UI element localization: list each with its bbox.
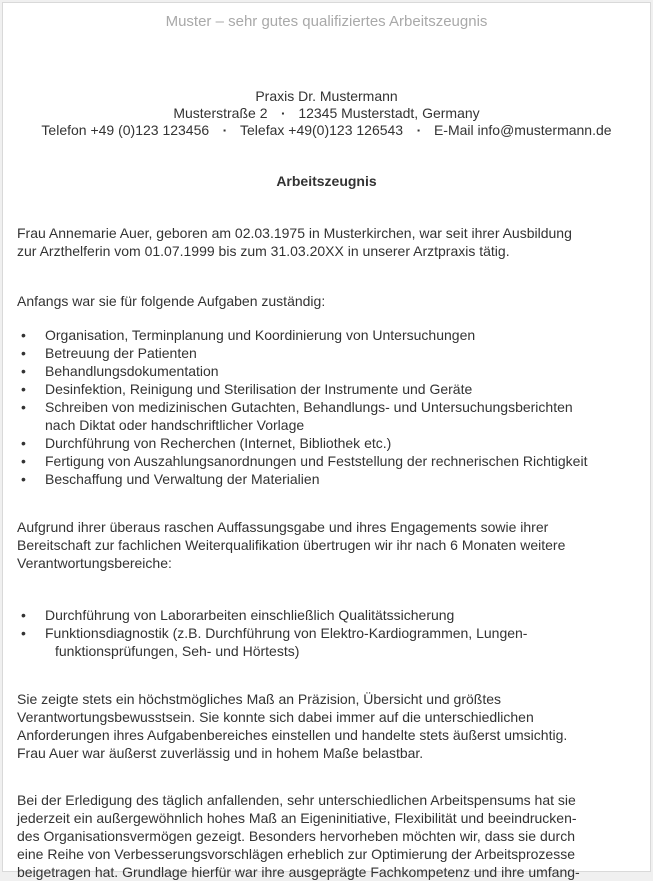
- square-bullet-icon: ▪: [223, 126, 227, 136]
- paragraph-introduction: [17, 224, 636, 260]
- paragraph-initial-duties-lead: Anfangs war sie für folgende Aufgaben zuständig:: [17, 293, 326, 310]
- text-line: • Durchführung von Laborarbeiten einschließlich Qualitätssicherung: [45, 607, 455, 624]
- square-bullet-icon: ▪: [417, 126, 420, 136]
- text-line: zur Arzthelferin vom 01.07.1999 bis zum 31.03.20XX in unserer Arztpraxis tätig.: [17, 243, 510, 260]
- paragraph-additional-duties-lead: [17, 518, 636, 572]
- text-line: • Betreuung der Patienten: [45, 345, 197, 362]
- paragraph-workload: [17, 791, 636, 881]
- text-line: Bei der Erledigung des täglich anfallenden, sehr unterschiedlichen Arbeitspensums hat sie: [17, 792, 576, 809]
- bullet-item: [17, 470, 636, 488]
- letterhead-address-line: [17, 105, 636, 123]
- text-line: nach Diktat oder handschriftlicher Vorlage: [45, 417, 305, 434]
- bullet-item: [17, 344, 636, 362]
- text-line: • Desinfektion, Reinigung und Sterilisation der Instrumente und Geräte: [45, 381, 473, 398]
- text-line: • Behandlungsdokumentation: [45, 363, 219, 380]
- text-line: Verantwortungsbewusstsein. Sie konnte sich dabei immer auf die unterschiedlichen: [17, 709, 534, 726]
- text-line: Frau Auer war äußerst zuverlässig und in hohem Maße belastbar.: [17, 745, 424, 762]
- text-line: Anforderungen ihres Aufgabenbereiches einstellen und handelte stets äußerst umsichtig.: [17, 727, 568, 744]
- bullet-item: [17, 380, 636, 398]
- text-line: Sie zeigte stets ein höchstmögliches Maß an Präzision, Übersicht und größtes: [17, 691, 502, 708]
- letterhead: [17, 88, 636, 140]
- text-line: • Beschaffung und Verwaltung der Materialien: [45, 471, 320, 488]
- bullet-item: [17, 398, 636, 434]
- text-line: Aufgrund ihrer überaus raschen Auffassungsgabe und ihres Engagements sowie ihrer: [17, 519, 549, 536]
- text-line: eine Reihe von Verbesserungsvorschlägen erheblich zur Optimierung der Arbeitsprozesse: [17, 846, 575, 863]
- bullet-item: [17, 606, 636, 624]
- bullet-item: [17, 434, 636, 452]
- document-page: [2, 2, 651, 881]
- practice-name: Praxis Dr. Mustermann: [255, 88, 398, 104]
- square-bullet-icon: ▪: [281, 108, 285, 118]
- text-line: beigetragen hat. Grundlage hierfür war ihre ausgeprägte Fachkompetenz und ihre umfang-: [17, 864, 580, 881]
- phone-number: Telefon +49 (0)123 123456: [41, 122, 210, 139]
- bullet-item: [17, 362, 636, 380]
- bullet-item: [17, 452, 636, 470]
- text-line: funktionsprüfungen, Seh- und Hörtests): [55, 643, 300, 660]
- text-line: Bereitschaft zur fachlichen Weiterqualifikation übertrugen wir ihr nach 6 Monaten weitere: [17, 537, 566, 554]
- text-line: • Fertigung von Auszahlungsanordnungen und Feststellung der rechnerischen Richtigkeit: [45, 453, 588, 470]
- text-line: Frau Annemarie Auer, geboren am 02.03.1975 in Musterkirchen, war seit ihrer Ausbildung: [17, 225, 572, 242]
- document-heading: Arbeitszeugnis: [276, 173, 377, 190]
- text-line: jederzeit ein außergewöhnlich hohes Maß an Eigeninitiative, Flexibilität und beeindrucken-: [17, 810, 577, 827]
- text-line: • Schreiben von medizinischen Gutachten, Behandlungs- und Untersuchungsberichten: [45, 399, 573, 416]
- letterhead-contact-line: [17, 122, 636, 140]
- city-address: 12345 Musterstadt, Germany: [298, 104, 480, 121]
- additional-duties-list: [17, 606, 636, 660]
- fax-number: Telefax +49(0)123 126543: [240, 122, 404, 139]
- initial-duties-list: [17, 326, 636, 488]
- template-title: Muster – sehr gutes qualifiziertes Arbeitszeugnis: [165, 13, 488, 30]
- bullet-item: [17, 624, 636, 660]
- email-address: E-Mail info@mustermann.de: [433, 122, 612, 139]
- paragraph-performance: [17, 690, 636, 762]
- text-line: • Funktionsdiagnostik (z.B. Durchführung von Elektro-Kardiogrammen, Lungen-: [45, 625, 528, 642]
- text-line: • Durchführung von Recherchen (Internet, Bibliothek etc.): [45, 435, 392, 452]
- text-line: • Organisation, Terminplanung und Koordinierung von Untersuchungen: [45, 327, 476, 344]
- bullet-item: [17, 326, 636, 344]
- text-line: Verantwortungsbereiche:: [17, 555, 172, 572]
- text-line: des Organisationsvermögen gezeigt. Besonders hervorheben möchten wir, dass sie durch: [17, 828, 575, 845]
- street-address: Musterstraße 2: [173, 104, 268, 121]
